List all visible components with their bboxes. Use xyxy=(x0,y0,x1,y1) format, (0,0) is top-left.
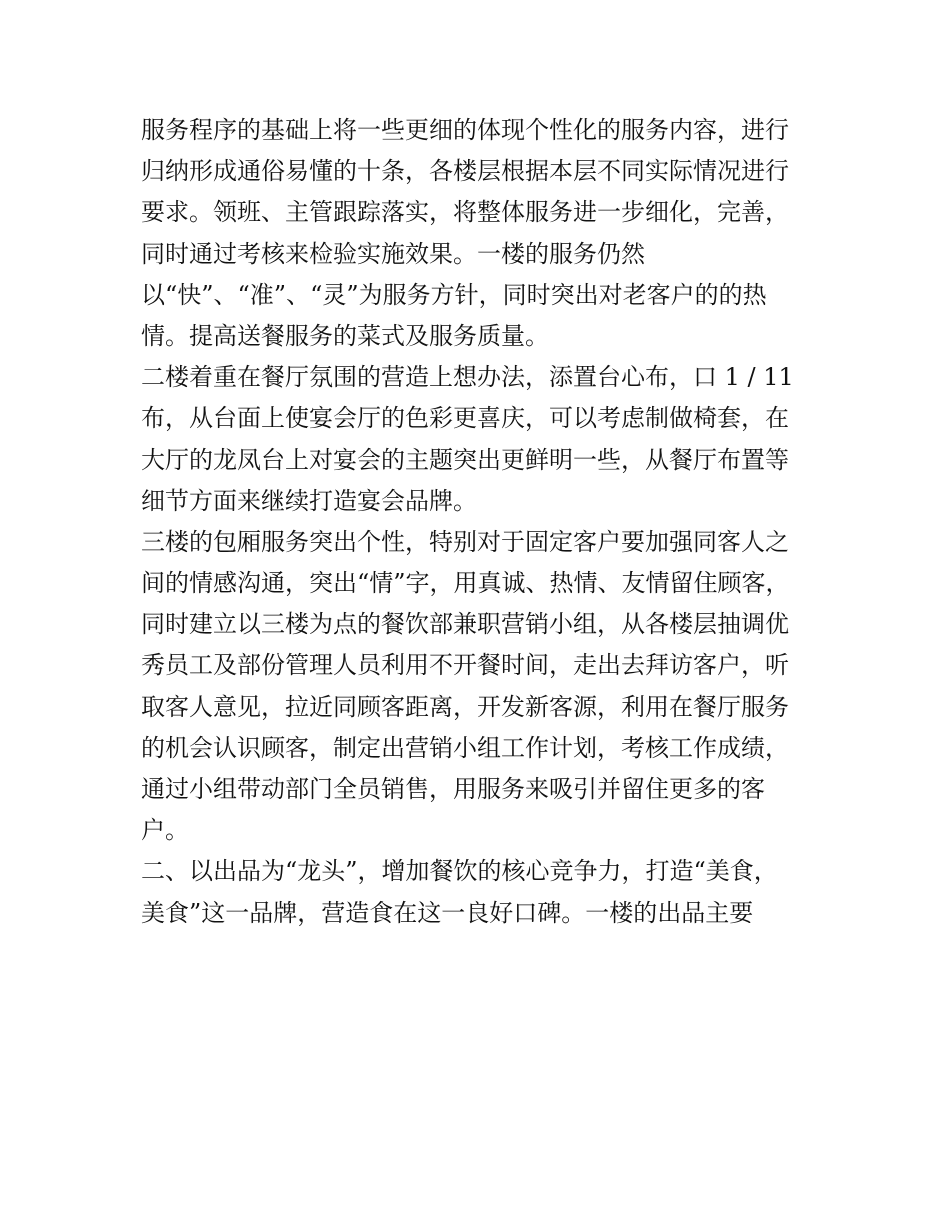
text-line: 二楼着重在餐厅氛围的营造上想办法，添置台心布，口 1 / 11 xyxy=(141,363,794,392)
text-line: 取客人意见，拉近同顾客距离，开发新客源，利用在餐厅服务 xyxy=(141,692,789,721)
text-line: 以“快”、“准”、“灵”为服务方针，同时突出对老客户的的热 xyxy=(141,280,767,309)
text-line: 布，从台面上使宴会厅的色彩更喜庆，可以考虑制做椅套，在 xyxy=(141,404,789,433)
body-text xyxy=(141,110,821,934)
text-line: 的机会认识顾客，制定出营销小组工作计划，考核工作成绩， xyxy=(141,733,789,762)
text-line: 情。提高送餐服务的菜式及服务质量。 xyxy=(141,321,549,350)
text-line: 服务程序的基础上将一些更细的体现个性化的服务内容，进行 xyxy=(141,116,789,144)
text-line: 秀员工及部份管理人员利用不开餐时间，走出去拜访客户，听 xyxy=(141,651,789,680)
text-line: 大厅的龙凤台上对宴会的主题突出更鲜明一些，从餐厅布置等 xyxy=(141,445,789,474)
text-line: 同时通过考核来检验实施效果。一楼的服务仍然 xyxy=(141,239,645,268)
text-line: 二、以出品为“龙头”，增加餐饮的核心竞争力，打造“美食， xyxy=(141,857,778,886)
text-line: 通过小组带动部门全员销售，用服务来吸引并留住更多的客 xyxy=(141,775,765,803)
text-line: 细节方面来继续打造宴会品牌。 xyxy=(141,486,477,515)
text-line: 同时建立以三楼为点的餐饮部兼职营销小组，从各楼层抽调优 xyxy=(141,610,789,639)
text-line: 要求。领班、主管跟踪落实，将整体服务进一步细化，完善， xyxy=(141,198,789,227)
text-line: 归纳形成通俗易懂的十条，各楼层根据本层不同实际情况进行 xyxy=(141,157,789,186)
text-line: 三楼的包厢服务突出个性，特别对于固定客户要加强同客人之 xyxy=(141,527,789,556)
text-line: 户。 xyxy=(141,816,189,845)
text-line: 间的情感沟通，突出“情”字，用真诚、热情、友情留住顾客， xyxy=(141,569,790,598)
text-line: 美食”这一品牌，营造食在这一良好口碑。一楼的出品主要 xyxy=(141,898,754,927)
